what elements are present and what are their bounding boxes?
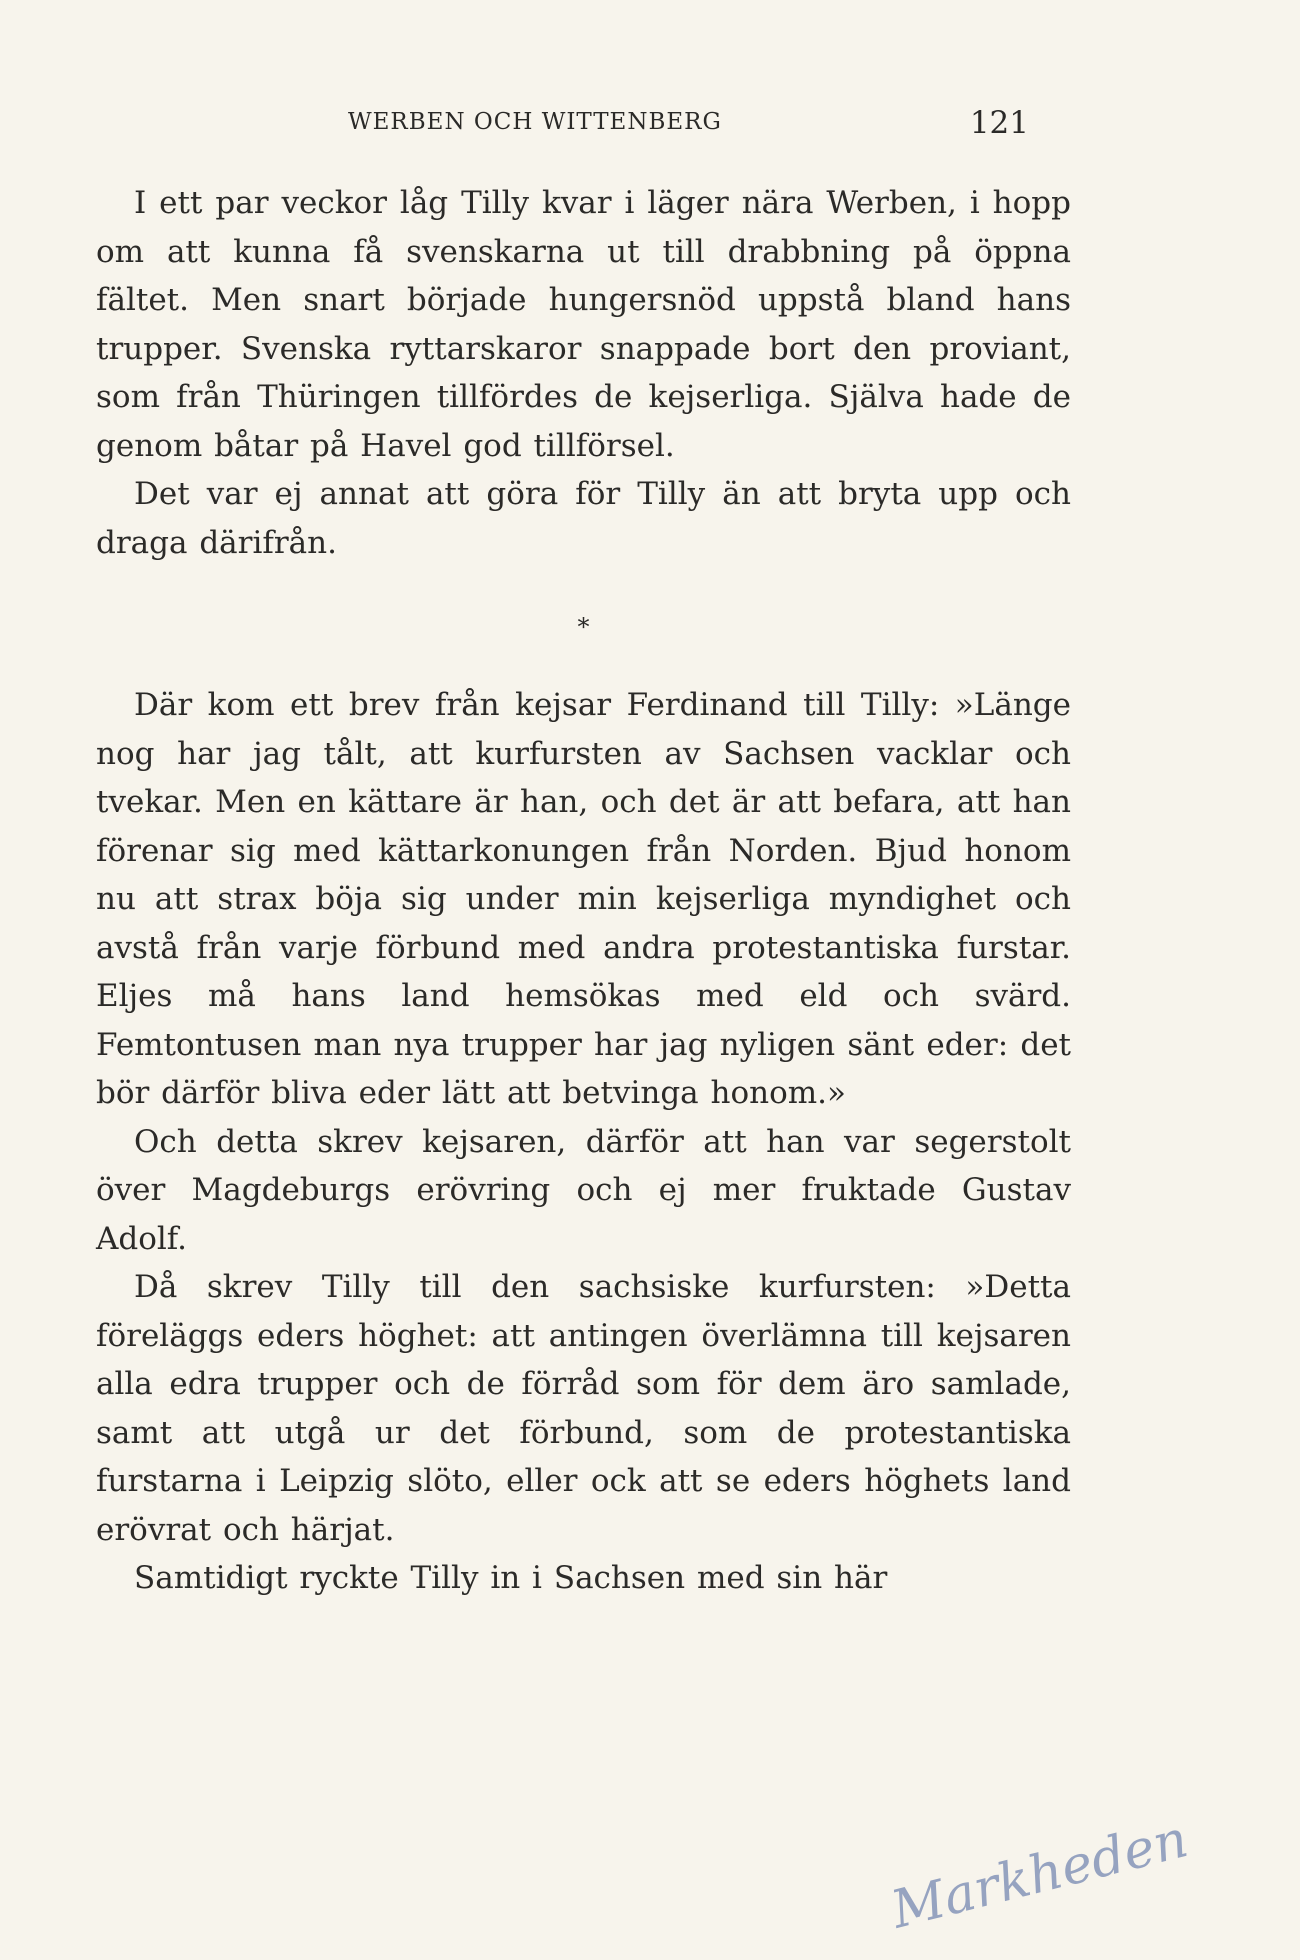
paragraph-1: I ett par veckor låg Tilly kvar i läger nära Werben, i hopp om att kunna få svenskarna ut till drabbning på öppna fältet. Men snart började hungersnöd uppstå bland hans trupper. Svenska ryttarskaror snappade bort den proviant, som från Thüringen tillfördes de kejserliga. Själva hade de genom båtar på Havel god tillförsel. [96,185,1071,464]
section-separator: * [577,613,590,641]
paragraph-5: Då skrev Tilly till den sachsiske kurfursten: »Detta föreläggs eders höghet: att antingen överlämna till kejsaren alla edra trupper och de förråd som för dem äro samlade, samt att utgå ur det förbund, som de protestantiska furstarna i Leipzig slöto, eller ock att se eders höghets land erövrat och härjat. [96,1269,1071,1548]
paragraph-2: Det var ej annat att göra för Tilly än att bryta upp och draga därifrån. [96,476,1071,561]
running-head [96,105,1071,153]
running-title: WERBEN OCH WITTENBERG [348,109,722,135]
paragraph-6: Samtidigt ryckte Tilly in i Sachsen med sin här [134,1560,888,1596]
page-number: 121 [969,105,1029,141]
book-page [96,105,1071,1603]
handwritten-signature: Markheden [885,1809,1194,1941]
paragraph-4: Och detta skrev kejsaren, därför att han var segerstolt över Magdeburgs erövring och ej mer fruktade Gustav Adolf. [96,1123,1071,1257]
paragraph-3: Där kom ett brev från kejsar Ferdinand till Tilly: »Länge nog har jag tålt, att kurfursten av Sachsen vacklar och tvekar. Men en kättare är han, och det är att befara, att han förenar sig med kättarkonungen från Norden. Bjud honom nu att strax böja sig under min kejserliga myndighet och avstå från varje förbund med andra protestantiska furstar. Eljes må hans land hemsökas med eld och svärd. Femtontusen man nya trupper har jag nyligen sänt eder: det bör därför bliva eder lätt att betvinga honom.» [96,687,1071,1111]
